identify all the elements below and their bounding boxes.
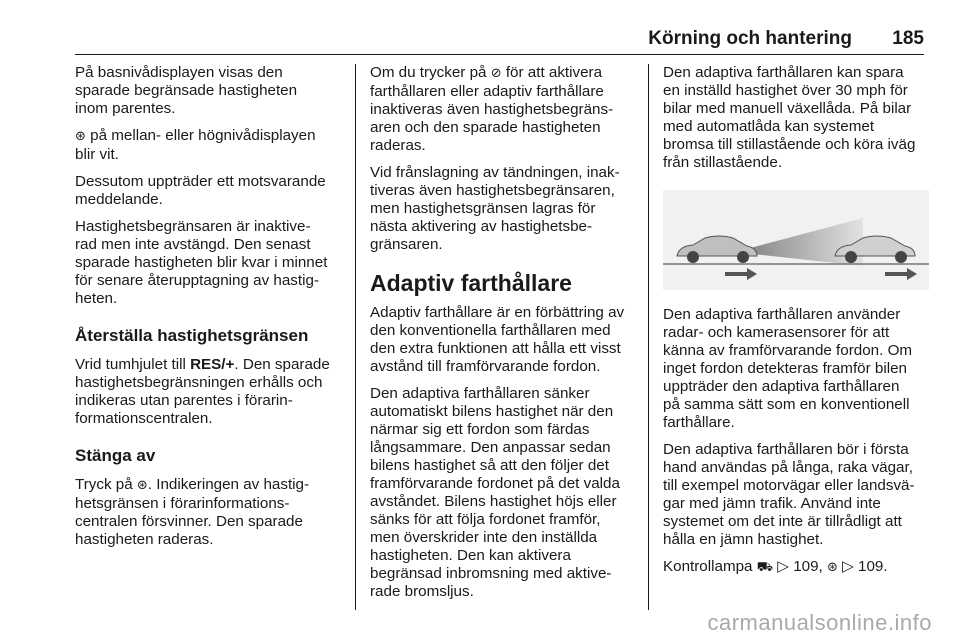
paragraph: Den adaptiva farthållaren bör i första hand användas på långa, raka vägar, till exempel motorvägar eller landsvä- gar med jämn trafik. Använd inte systemet om det inte är tillrådligt att hålla en jämn hastighet. xyxy=(663,441,915,548)
paragraph-text: Tryck på xyxy=(75,476,137,493)
speedometer-limiter-icon: ⊛ xyxy=(136,478,148,493)
column-divider xyxy=(648,64,649,610)
direction-arrow-icon xyxy=(725,268,757,280)
cruise-control-icon: ⊛ xyxy=(826,560,838,575)
speedometer-limiter-icon: ⊛ xyxy=(75,129,86,144)
paragraph: Den adaptiva farthållaren kan spara en inställd hastighet över 30 mph för bilar med manuell växellåda. På bilar med automatlåda kan systemet bromsa till stillastående och köra iväg från stillastående. xyxy=(663,64,916,171)
page-reference: 109. xyxy=(853,558,888,575)
radar-beam xyxy=(735,218,863,266)
arrow-ref-icon: ▷ xyxy=(837,558,854,575)
header-rule xyxy=(75,54,924,55)
column-3 xyxy=(663,64,933,586)
illustration-svg xyxy=(663,190,929,290)
paragraph-text: Kontrollampa xyxy=(663,558,757,575)
paragraph-text: . Den sparade hastighetsbegränsningen erhålls och indikeras utan parentes i förarin- formationscentralen. xyxy=(75,356,330,427)
heading: Stänga av xyxy=(75,446,156,465)
paragraph-text: på mellan- eller högnivådisplayen blir vit. xyxy=(75,127,316,163)
page-header xyxy=(75,28,924,54)
adaptive-cruise-illustration xyxy=(663,190,929,290)
arrow-ref-icon: ▷ xyxy=(773,558,789,575)
own-car-icon xyxy=(677,236,757,263)
column-1 xyxy=(75,64,345,558)
paragraph xyxy=(75,356,345,428)
paragraph xyxy=(75,127,345,164)
paragraph xyxy=(370,64,635,155)
paragraph xyxy=(75,476,345,549)
vehicle-ahead-icon: ⛟ xyxy=(756,560,774,575)
paragraph: Den adaptiva farthållaren använder radar- och kamerasensorer för att känna av framförvarande fordon. Om inget fordon detekteras framför bilen uppträder den adaptiva farthållaren på samma sätt som en konventionell farthållare. xyxy=(663,306,913,431)
paragraph: Den adaptiva farthållaren sänker automatiskt bilens hastighet när den närmar sig ett fordon som färdas långsammare. Den anpassar sedan bilens hastighet så att den följer det framförvarande fordonet på det valda avståndet. Bilens hastighet höjs eller sänks för att följa fordonet framför, men överskrider inte den inställda hastigheten. Den kan aktivera begränsad inbromsning med aktive- rade bromsljus. xyxy=(370,385,620,600)
paragraph-text: Om du trycker på xyxy=(370,64,491,81)
res-plus-label: RES/+ xyxy=(190,356,235,373)
paragraph xyxy=(663,558,933,577)
paragraph: Adaptiv farthållare är en förbättring av den konventionella farthållaren med den extra funktionen att hålla ett visst avstånd till framförvarande fordon. xyxy=(370,304,625,375)
watermark: carmanualsonline.info xyxy=(707,610,932,635)
column-2 xyxy=(370,64,635,610)
direction-arrow-icon xyxy=(885,268,917,280)
paragraph: Dessutom uppträder ett motsvarande meddelande. xyxy=(75,173,326,208)
column-divider xyxy=(355,64,356,610)
page-reference: 109, xyxy=(788,558,827,575)
heading: Adaptiv farthållare xyxy=(370,270,572,296)
page-number: 185 xyxy=(892,28,924,49)
paragraph-text: . Indikeringen av hastig- hetsgränsen i förarinformations- centralen försvinner. Den sparade hastigheten raderas. xyxy=(75,476,310,548)
cruise-off-icon: ⊘ xyxy=(490,66,502,81)
paragraph: Hastighetsbegränsaren är inaktive- rad men inte avstängd. Den senast sparade hastigheten blir kvar i minnet för senare återupptagning av hastig- heten. xyxy=(75,218,328,307)
paragraph: Vid frånslagning av tändningen, inak- tiveras även hastighetsbegränsaren, men hastighetsgränsen lagras för nästa aktivering av hastighetsbe- gränsaren. xyxy=(370,164,620,253)
paragraph-text: för att aktivera farthållaren eller adaptiv farthållare inaktiveras även hastighetsbegräns- aren och den sparade hastigheten raderas. xyxy=(370,64,614,154)
paragraph: På basnivådisplayen visas den sparade begränsade hastigheten inom parentes. xyxy=(75,64,298,117)
section-title: Körning och hantering xyxy=(648,28,852,49)
heading: Återställa hastighetsgränsen xyxy=(75,326,309,345)
paragraph-text: Vrid tumhjulet till xyxy=(75,356,191,373)
